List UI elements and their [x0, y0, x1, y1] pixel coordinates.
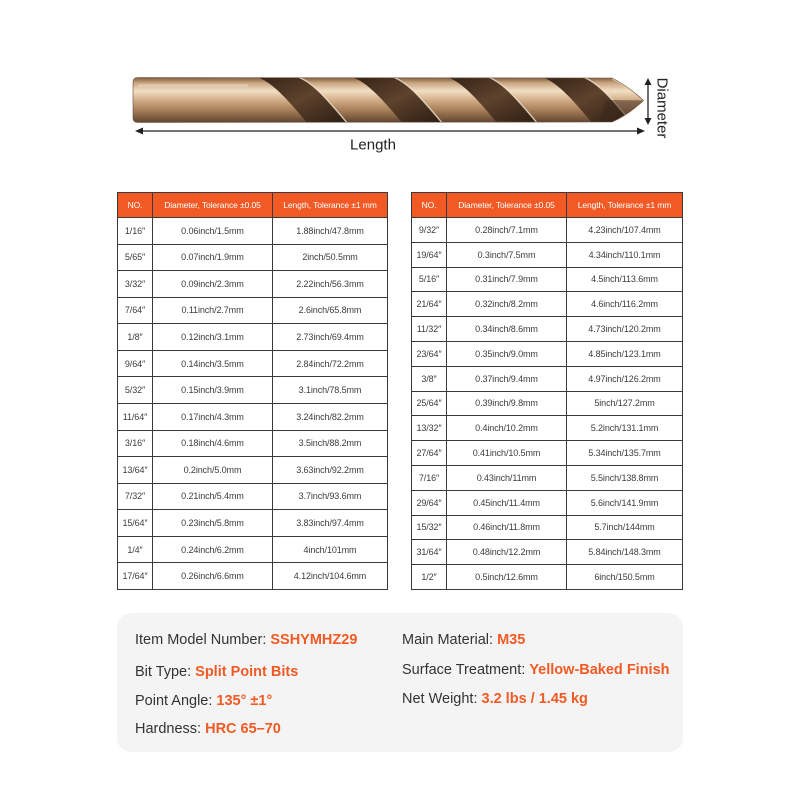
spec-point-angle: [135, 691, 272, 711]
bit-size-cell: 9/32″: [412, 218, 447, 243]
length-cell: 2inch/50.5mm: [273, 245, 388, 272]
diameter-cell: 0.4inch/10.2mm: [447, 416, 567, 441]
diameter-cell: 0.26inch/6.6mm: [153, 563, 273, 590]
diameter-cell: 0.45inch/11.4mm: [447, 491, 567, 516]
bit-size-cell: 17/64″: [118, 563, 153, 590]
bit-size-cell: 21/64″: [412, 292, 447, 317]
header-diameter-cell: Diameter, Tolerance ±0.05: [447, 193, 567, 218]
diameter-cell: 0.11inch/2.7mm: [153, 298, 273, 325]
spec-value: Split Point Bits: [195, 664, 299, 680]
bit-size-cell: 3/16″: [118, 431, 153, 458]
bit-size-cell: 1/16″: [118, 218, 153, 245]
bit-size-cell: 3/32″: [118, 271, 153, 298]
diameter-cell: 0.37inch/9.4mm: [447, 367, 567, 392]
bit-size-cell: 1/8″: [118, 324, 153, 351]
length-cell: 5inch/127.2mm: [567, 392, 683, 417]
length-cell: 5.7inch/144mm: [567, 516, 683, 541]
header-no-cell: NO.: [412, 193, 447, 218]
bit-size-cell: 5/32″: [118, 377, 153, 404]
diameter-arrow: [645, 78, 652, 125]
diameter-cell: 0.17inch/4.3mm: [153, 404, 273, 431]
drill-diagram: [0, 0, 800, 165]
bit-size-cell: 3/8″: [412, 367, 447, 392]
spec-value: M35: [497, 632, 526, 648]
length-cell: 4.6inch/116.2mm: [567, 292, 683, 317]
diameter-cell: 0.24inch/6.2mm: [153, 537, 273, 564]
bit-size-cell: 5/16″: [412, 268, 447, 293]
header-length-cell: Length, Tolerance ±1 mm: [273, 193, 388, 218]
bit-size-cell: 31/64″: [412, 540, 447, 565]
length-cell: 3.83inch/97.4mm: [273, 510, 388, 537]
diameter-cell: 0.31inch/7.9mm: [447, 268, 567, 293]
bit-size-cell: 11/64″: [118, 404, 153, 431]
length-cell: 2.6inch/65.8mm: [273, 298, 388, 325]
diameter-cell: 0.14inch/3.5mm: [153, 351, 273, 378]
spec-value: 3.2 lbs / 1.45 kg: [481, 691, 588, 707]
spec-net-weight: [402, 689, 588, 709]
diameter-cell: 0.48inch/12.2mm: [447, 540, 567, 565]
spec-value: HRC 65–70: [205, 721, 281, 737]
length-cell: 3.1inch/78.5mm: [273, 377, 388, 404]
length-cell: 5.34inch/135.7mm: [567, 441, 683, 466]
diameter-cell: 0.35inch/9.0mm: [447, 342, 567, 367]
diameter-cell: 0.43inch/11mm: [447, 466, 567, 491]
spec-label: Main Material:: [402, 632, 494, 648]
diameter-cell: 0.46inch/11.8mm: [447, 516, 567, 541]
diameter-label: Diameter: [653, 77, 671, 139]
spec-label: Point Angle:: [135, 693, 213, 709]
diameter-cell: 0.18inch/4.6mm: [153, 431, 273, 458]
bit-size-cell: 7/64″: [118, 298, 153, 325]
diameter-cell: 0.23inch/5.8mm: [153, 510, 273, 537]
drill-bit-icon: [133, 76, 644, 124]
bit-size-cell: 29/64″: [412, 491, 447, 516]
bit-size-cell: 5/65″: [118, 245, 153, 272]
length-cell: 2.73inch/69.4mm: [273, 324, 388, 351]
diameter-cell: 0.2inch/5.0mm: [153, 457, 273, 484]
length-cell: 5.84inch/148.3mm: [567, 540, 683, 565]
header-diameter-cell: Diameter, Tolerance ±0.05: [153, 193, 273, 218]
bit-size-cell: 13/32″: [412, 416, 447, 441]
length-cell: 4.73inch/120.2mm: [567, 317, 683, 342]
diameter-cell: 0.34inch/8.6mm: [447, 317, 567, 342]
length-cell: 4.12inch/104.6mm: [273, 563, 388, 590]
bit-size-cell: 19/64″: [412, 243, 447, 268]
spec-value: 135° ±1°: [216, 693, 273, 709]
length-cell: 5.6inch/141.9mm: [567, 491, 683, 516]
length-arrow: [135, 128, 645, 135]
header-no-cell: NO.: [118, 193, 153, 218]
length-cell: 3.24inch/82.2mm: [273, 404, 388, 431]
diameter-cell: 0.39inch/9.8mm: [447, 392, 567, 417]
bit-size-cell: 7/16″: [412, 466, 447, 491]
spec-main-material: [402, 630, 525, 650]
diameter-cell: 0.32inch/8.2mm: [447, 292, 567, 317]
bit-size-cell: 1/2″: [412, 565, 447, 590]
spec-bit-type: [135, 662, 298, 682]
diameter-cell: 0.09inch/2.3mm: [153, 271, 273, 298]
length-cell: 6inch/150.5mm: [567, 565, 683, 590]
length-cell: 1.88inch/47.8mm: [273, 218, 388, 245]
diameter-cell: 0.06inch/1.5mm: [153, 218, 273, 245]
diameter-cell: 0.3inch/7.5mm: [447, 243, 567, 268]
length-label: Length: [350, 136, 396, 154]
diameter-cell: 0.12inch/3.1mm: [153, 324, 273, 351]
length-cell: 3.5inch/88.2mm: [273, 431, 388, 458]
bit-size-cell: 15/64″: [118, 510, 153, 537]
spec-item-model-number: [135, 630, 357, 650]
diameter-cell: 0.5inch/12.6mm: [447, 565, 567, 590]
spec-label: Hardness:: [135, 721, 202, 737]
length-cell: 4inch/101mm: [273, 537, 388, 564]
header-length-cell: Length, Tolerance ±1 mm: [567, 193, 683, 218]
spec-label: Net Weight:: [402, 691, 478, 707]
length-cell: 2.22inch/56.3mm: [273, 271, 388, 298]
diameter-cell: 0.41inch/10.5mm: [447, 441, 567, 466]
diameter-cell: 0.07inch/1.9mm: [153, 245, 273, 272]
length-cell: 3.7inch/93.6mm: [273, 484, 388, 511]
spec-value: SSHYMHZ29: [270, 632, 358, 648]
length-cell: 4.34inch/110.1mm: [567, 243, 683, 268]
length-cell: 5.2inch/131.1mm: [567, 416, 683, 441]
bit-size-cell: 13/64″: [118, 457, 153, 484]
length-cell: 4.23inch/107.4mm: [567, 218, 683, 243]
spec-label: Surface Treatment:: [402, 662, 526, 678]
bit-size-cell: 1/4″: [118, 537, 153, 564]
bit-size-cell: 9/64″: [118, 351, 153, 378]
spec-hardness: [135, 719, 281, 739]
diameter-cell: 0.28inch/7.1mm: [447, 218, 567, 243]
bit-size-cell: 7/32″: [118, 484, 153, 511]
specifications-panel: [117, 613, 683, 752]
bit-size-cell: 15/32″: [412, 516, 447, 541]
bit-size-cell: 23/64″: [412, 342, 447, 367]
length-cell: 4.5inch/113.6mm: [567, 268, 683, 293]
diameter-cell: 0.15inch/3.9mm: [153, 377, 273, 404]
diameter-cell: 0.21inch/5.4mm: [153, 484, 273, 511]
size-table-left: [117, 192, 388, 590]
length-cell: 5.5inch/138.8mm: [567, 466, 683, 491]
length-cell: 3.63inch/92.2mm: [273, 457, 388, 484]
bit-size-cell: 25/64″: [412, 392, 447, 417]
length-cell: 4.85inch/123.1mm: [567, 342, 683, 367]
spec-surface-treatment: [402, 660, 670, 680]
spec-value: Yellow-Baked Finish: [529, 662, 670, 678]
bit-size-cell: 27/64″: [412, 441, 447, 466]
bit-size-cell: 11/32″: [412, 317, 447, 342]
spec-label: Bit Type:: [135, 664, 192, 680]
size-table-right: [411, 192, 683, 590]
spec-label: Item Model Number:: [135, 632, 267, 648]
length-cell: 2.84inch/72.2mm: [273, 351, 388, 378]
length-cell: 4.97inch/126.2mm: [567, 367, 683, 392]
